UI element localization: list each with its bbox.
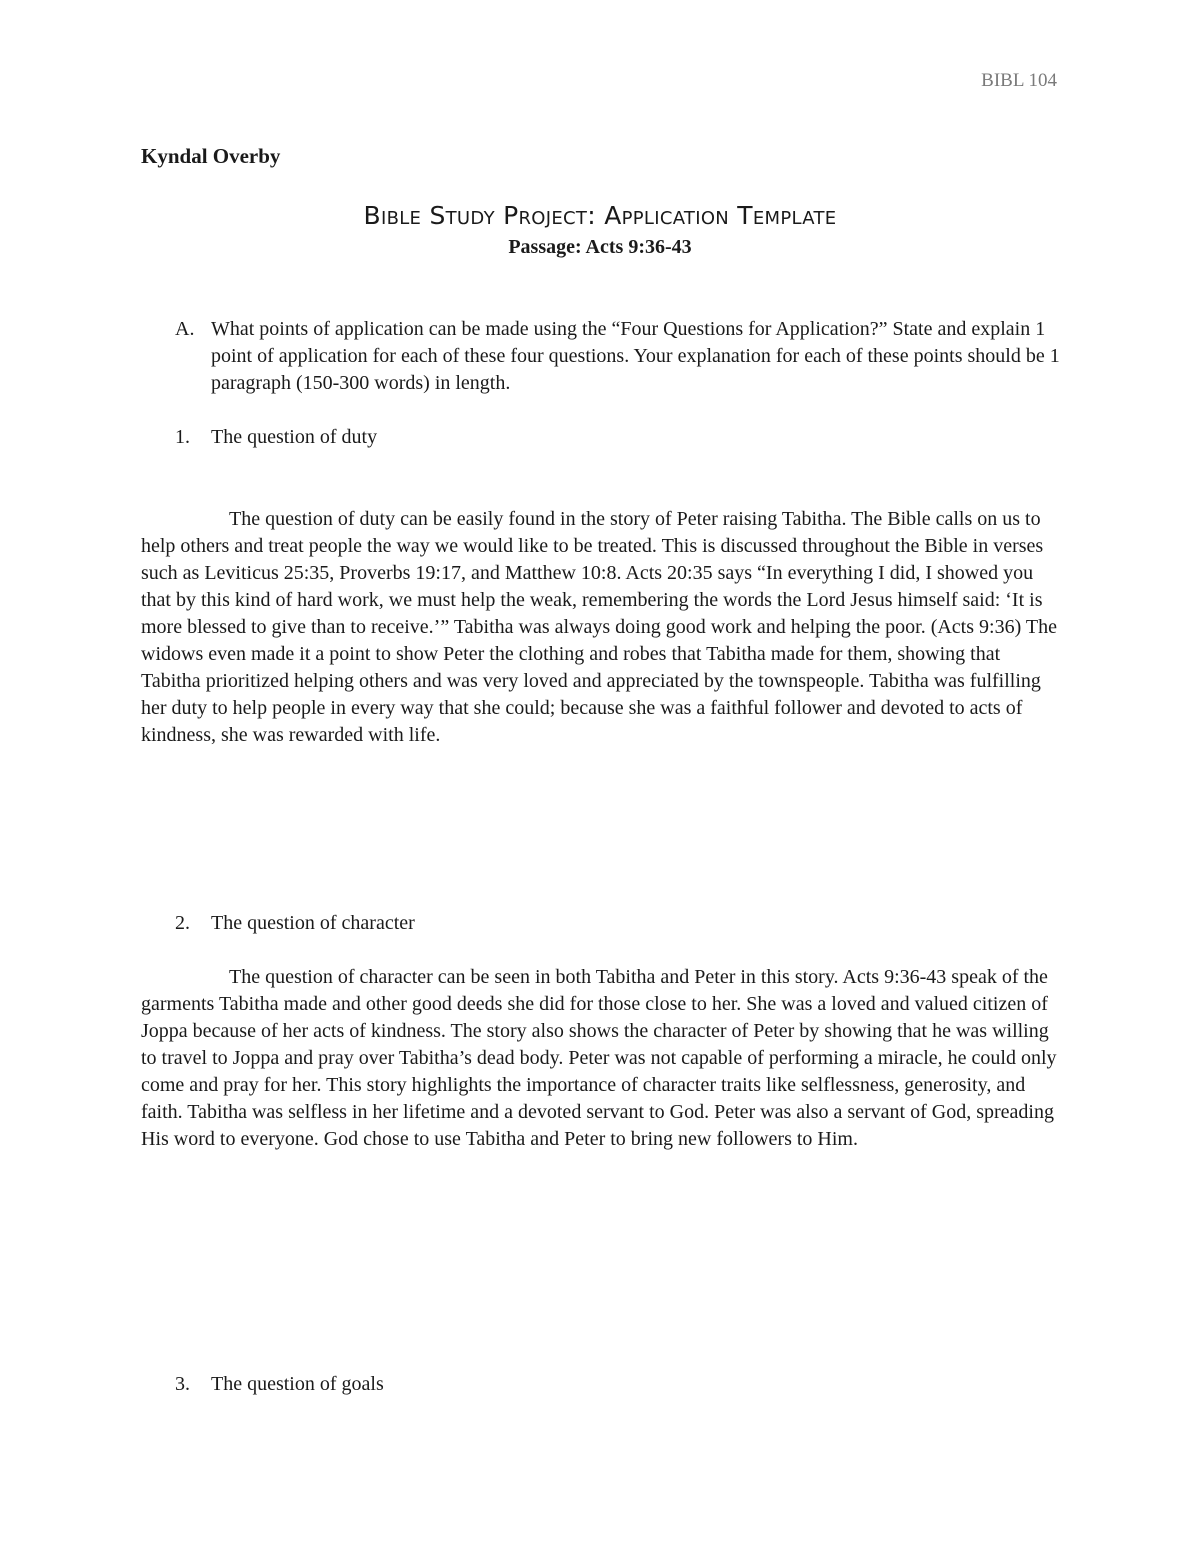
question-character (175, 910, 415, 937)
passage-reference: Passage: Acts 9:36-43 (508, 236, 692, 258)
question-goals (175, 1371, 384, 1398)
answer-paragraph-character: The question of character can be seen in both Tabitha and Peter in this story. Acts 9:36-43 speak of the garments Tabitha made and other good deeds she did for those close to her. She was a loved and valued citizen of Joppa because of her acts of kindness. The story also shows the character of Peter by showing that he was willing to travel to Joppa and pray over Tabitha’s dead body. Peter was not capable of performing a miracle, he could only come and pray for her. This story highlights the importance of character traits like selflessness, generosity, and faith. Tabitha was selfless in her lifetime and a devoted servant to God. Peter was also a servant of God, spreading His word to everyone. God chose to use Tabitha and Peter to bring new followers to Him. (141, 966, 1057, 1150)
question-label: The question of character (211, 912, 415, 934)
question-label: The question of goals (211, 1373, 384, 1395)
instruction-item-a (175, 316, 1075, 397)
answer-paragraph-duty: The question of duty can be easily found in the story of Peter raising Tabitha. The Bible calls on us to help others and treat people the way we would like to be treated. This is discussed throughout the Bible in verses such as Leviticus 25:35, Proverbs 19:17, and Matthew 10:8. Acts 20:35 says “In everything I did, I showed you that by this kind of hard work, we must help the weak, remembering the words the Lord Jesus himself said: ‘It is more blessed to give than to receive.’” Tabitha was always doing good work and helping the poor. (Acts 9:36) The widows even made it a point to show Peter the clothing and robes that Tabitha made for them, showing that Tabitha prioritized helping others and was very loved and appreciated by the townspeople. Tabitha was fulfilling her duty to help people in every way that she could; because she was a faithful follower and devoted to acts of kindness, she was rewarded with life. (141, 508, 1057, 746)
list-marker: 1. (175, 426, 190, 448)
instruction-text: What points of application can be made using the “Four Questions for Application?” State and explain 1 point of application for each of these four questions. Your explanation for each of these points should be 1 paragraph (150-300 words) in length. (211, 318, 1060, 394)
document-title: Bible Study Project: Application Template (363, 201, 837, 230)
list-marker: 2. (175, 912, 190, 934)
running-header-course-code: BIBL 104 (981, 70, 1057, 91)
question-label: The question of duty (211, 426, 378, 448)
list-marker: 3. (175, 1373, 190, 1395)
list-marker: A. (175, 318, 195, 340)
author-name: Kyndal Overby (141, 144, 281, 168)
question-duty (175, 424, 377, 451)
